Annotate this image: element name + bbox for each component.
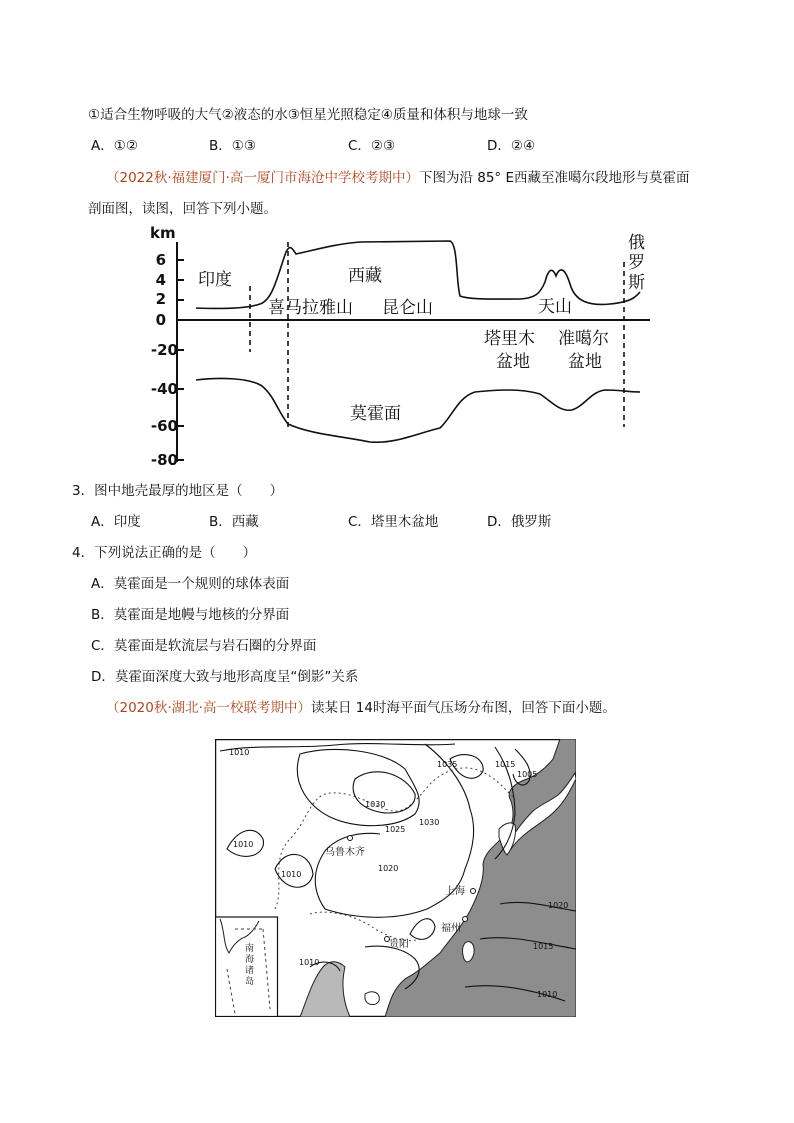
section1-source: （2022秋·福建厦门·高一厦门市海沧中学校考期中） [106,170,419,186]
inset-label-3: 诸 [245,966,255,976]
section2-intro [106,696,616,716]
isobar-label: 1020 [378,864,399,873]
isobar-label: 1010 [299,958,320,967]
label-tarim-2: 盆地 [496,352,530,372]
isobar-label: 1005 [517,770,538,779]
section1-text: 下图为沿 85° E西藏至准噶尔段地形与莫霍面 [418,170,690,186]
hainan-island [365,992,379,1005]
label-russia-2: 罗 [628,253,645,273]
city-shanghai: 上海 [445,886,465,897]
isobar-label: 1010 [233,840,254,849]
option-b: B．①③ [209,138,256,154]
y-tick-6: 6 [155,251,166,269]
city-urumqi: 乌鲁木齐 [325,847,365,858]
q4-option-a[interactable]: A．莫霍面是一个规则的球体表面 [91,576,290,592]
isobar-label: 1010 [537,990,558,999]
isobar-label: 1035 [437,760,458,769]
isobar-label: 1030 [419,818,440,827]
q3-stem: 3．图中地壳最厚的地区是（ ） [72,483,284,499]
moho-line [196,378,640,442]
y-tick-4: 4 [155,271,166,289]
isobar-label: 1030 [365,800,386,809]
section2-source: （2020秋·湖北·高一校联考期中） [106,700,311,716]
y-tick-neg60: -60 [150,417,178,435]
isobar-label: 1015 [495,760,516,769]
isobar-label: 1025 [385,825,406,834]
q3-option-a[interactable]: A．印度 [91,514,141,530]
pressure-map [215,739,576,1017]
q4-option-c[interactable]: C．莫霍面是软流层与岩石圈的分界面 [91,638,317,654]
label-junggar-1: 准噶尔 [558,329,609,349]
crust-profile-chart [140,222,660,470]
label-tarim-1: 塔里木 [484,329,535,349]
section2-text: 读某日 14时海平面气压场分布图，回答下面小题。 [310,700,616,716]
section1-text-cont: 剖面图，读图，回答下列小题。 [88,201,277,217]
q4-stem: 4．下列说法正确的是（ ） [72,545,257,561]
q3-option-d[interactable]: D．俄罗斯 [487,514,552,530]
city-fuzhou: 福州 [441,923,461,934]
q3-option-c[interactable]: C．塔里木盆地 [348,514,439,530]
label-russia-1: 俄 [628,233,645,253]
intro-line: ①适合生物呼吸的大气②液态的水③恒星光照稳定④质量和体积与地球一致 [88,107,528,123]
q4-option-b[interactable]: B．莫霍面是地幔与地核的分界面 [91,607,290,623]
label-tianshan: 天山 [538,297,572,317]
y-tick-neg20: -20 [150,341,178,359]
label-india: 印度 [198,270,232,290]
inset-label-1: 南 [245,944,255,954]
isobar-label: 1010 [229,748,250,757]
unit-label: km [150,224,176,242]
isobar-label: 1010 [281,870,302,879]
label-russia-3: 斯 [628,273,645,293]
y-tick-neg40: -40 [150,380,178,398]
label-himalaya: 喜马拉雅山 [268,298,353,318]
section1-intro [106,166,690,186]
isobar-label: 1015 [533,942,554,951]
q3-option-b[interactable]: B．西藏 [209,514,259,530]
option-a: A．①② [91,138,138,154]
y-tick-2: 2 [155,290,166,308]
city-guiyang: 贵阳 [389,939,409,950]
y-tick-0: 0 [155,311,166,329]
option-c: C．②③ [348,138,396,154]
label-moho: 莫霍面 [350,404,401,424]
inset-label-2: 海 [245,955,255,965]
y-tick-neg80: -80 [150,451,178,469]
label-tibet: 西藏 [348,266,382,286]
option-d: D．②④ [487,138,536,154]
inset-label-4: 岛 [245,977,255,987]
isobar-label: 1020 [548,901,569,910]
label-junggar-2: 盆地 [568,352,602,372]
label-kunlun: 昆仑山 [382,298,433,318]
q4-option-d[interactable]: D．莫霍面深度大致与地形高度呈“倒影”关系 [91,669,359,685]
